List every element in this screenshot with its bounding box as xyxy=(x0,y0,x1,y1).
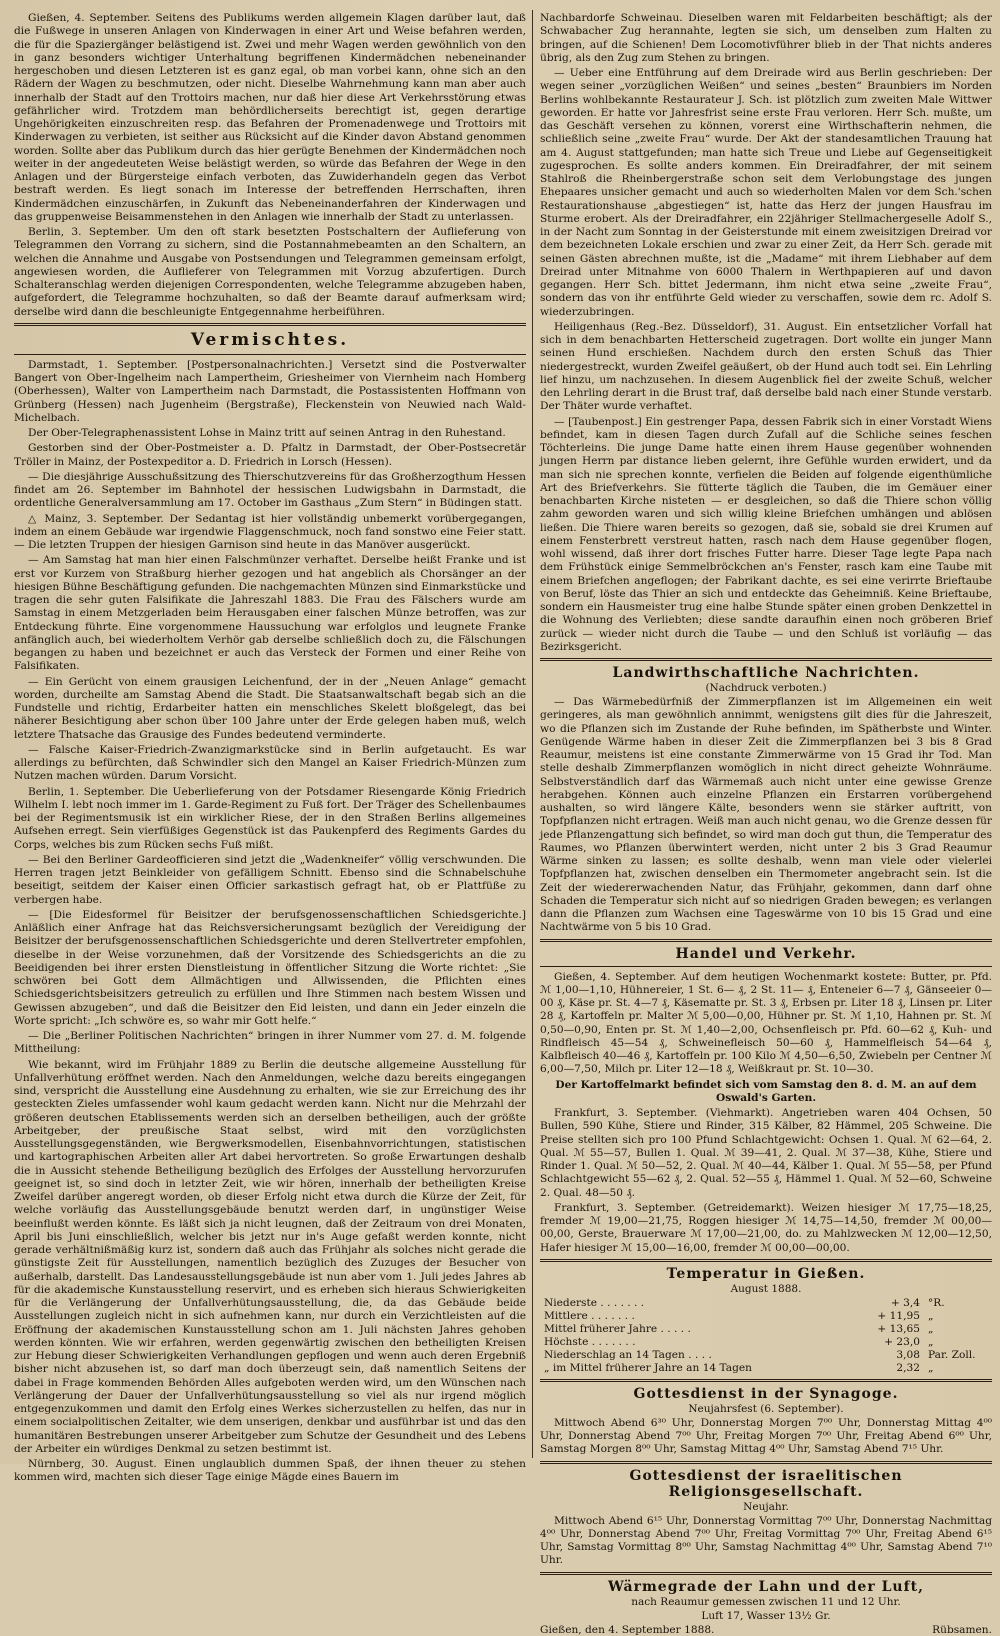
article-gestorben: Gestorben sind der Ober-Postmeister a. D. Pfaltz in Darmstadt, der Ober-Postsecretär Tröller in Mainz, der Postexpeditor a. D. Friedrich in Lorsch (Hessen). xyxy=(14,442,526,468)
article-lohse: Der Ober-Telegraphenassistent Lohse in Mainz tritt auf seinen Antrag in den Ruhestand. xyxy=(28,427,506,439)
article-viehmarkt: Frankfurt, 3. September. (Viehmarkt). Angetrieben waren 404 Ochsen, 50 Bullen, 590 Kühe, Stiere und Rinder, 315 Kälber, 82 Hämmel, 205 Schweine. Die Preise stellten sich pro 100 Pfund Schlachtgewicht: Ochsen 1. Qual. ℳ 62—64, 2. Qual. ℳ 55—57, Bullen 1. Qual. ℳ 39—41, 2. Qual. ℳ 37—38, Kühe, Stiere und Rinder 1. Qual. ℳ 50—52, 2. Qual. ℳ 40—44, Kälber 1. Qual. ℳ 55—58, per Pfund Schlachtgewicht 55—62 ₰, 2. Qual. 52—55 ₰, Hämmel 1. Qual. ℳ 52—60, Schweine 2. Qual. 48—50 ₰. xyxy=(540,1107,992,1199)
article-berlin-telegramme: Berlin, 3. September. Um den oft stark besetzten Postschaltern der Auflieferung von Telegrammen den Vorrang zu sichern, sind die Postannahmebeamten an den Schaltern, an welchen die Annahme und Ausgabe von Postsendungen und Telegrammen gemeinsam erfolgt, angewiesen worden, die Auflieferer von Telegrammen mit Vorzug abzufertigen. Durch Schalteranschlag werden diejenigen Correspondenten, welche Telegramme abzugeben haben, aufgefordert, die Telegramme hochzuhalten, so daß der Beamte darauf aufmerksam wird; derselbe wird dann die beschleunigte Entgegennahme herbeiführen. xyxy=(14,226,526,318)
article-unfallverhuetung: Wie bekannt, wird im Frühjahr 1889 zu Berlin die deutsche allgemeine Ausstellung für Unfallverhütung eröffnet werden. Nach den Anmeldungen, welche dazu bereits eingegangen sind, verspricht die Ausstellung eine Ausdehnung zu erhalten, wie sie zur Erreichung des ihr gesteckten Zieles umfassender wohl kaum gedacht werden kann. Nicht nur die Mehrzahl der größeren deutschen Etablissements werden sich an derselben betheiligen, auch der größte Arbeitgeber, der preußische Staat selbst, wird mit den vorzüglichsten Ausstellungsgegenständen, wie Bergwerksmodellen, Eisenbahnvorrichtungen, statistischen und kartographischen Arbeiten aller Art dabei hervortreten. So große Erwartungen deshalb die in Aussicht stehende Betheiligung bezüglich des Erfolges der Ausstellung hervorzurufen geeignet ist, so sind doch in letzter Zeit, wie wir hören, innerhalb der betheiligten Kreise Zweifel darüber angeregt worden, ob dieser Erfolg nicht etwa durch die Kürze der Zeit, für welche vorläufig das Ausstellungsgebäude benutzt werden darf, in ungünstiger Weise beeinflußt werden könnte. Es läßt sich ja nicht leugnen, daß der Zeitraum von drei Monaten, April bis Juni einschließlich, welcher bis jetzt nur in's Auge gefaßt werden konnte, nicht gerade verhältnißmäßig kurz ist, sondern daß auch das Frühjahr als solches nicht gerade die günstigste Zeit für Ausstellungen, namentlich bezüglich des Zuzuges der Besucher von außerhalb, darstellt. Das Landesausstellungsgebäude ist nun aber vom 1. Juli jedes Jahres ab für die akademische Kunstausstellung reservirt, und es erheben sich hieraus Schwierigkeiten für die Verlängerung der Unfallverhütungsausstellung, die, da das Gebäude beide Ausstellungen zugleich nicht in sich aufnehmen kann, nur durch ein Verzichtleisten auf die Eröffnung der akademischen Kunstausstellung schon am 1. Juli nächsten Jahres gehoben werden könnten. Wie wir erfahren, werden gegenwärtig zwischen den betheiligten Kreisen zur Hebung dieser Schwierigkeiten Verhandlungen gepflogen und wenn auch deren Ergebniß bisher nicht abzusehen ist, so darf man doch überzeugt sein, daß namentlich Seitens der dabei in Frage kommenden Behörden Alles aufgeboten werden wird, um den Wünschen nach Verlängerung der Dauer der Unfallverhütungsausstellung so viel als nur irgend möglich entgegenzukommen und damit den Erfolg eines Werkes sicherzustellen zu helfen, das nur in einem socialpolitischen Zeitalter, wie dem unserigen, denkbar und ausführbar ist und das den humanitären Bestrebungen unserer Arbeitgeber zum Schutze der Gesundheit und des Lebens der Arbeiter ein würdiges Denkmal zu setzen bestimmt ist. xyxy=(14,1058,526,1455)
temperature-row xyxy=(540,1349,992,1362)
temperature-unit: „ xyxy=(928,1335,934,1348)
divider xyxy=(540,939,992,942)
article-giessen-kinderwagen: Gießen, 4. September. Seitens des Publikums werden allgemein Klagen darüber laut, daß die Fußwege in unseren Anlagen von Kinderwagen in einer Art und Weise befahren werden, die für die Spaziergänger belästigend ist. Zwei und mehr Wagen werden gewöhnlich von den in ganz besonders wichtiger Unterhaltung begriffenen Kindermädchen nebeneinander hergeschoben und diesen Letzteren ist es ganz egal, ob man vorbei kann, ohne sich an den Rädern der Wagen zu beschmutzen, oder nicht. Dieselbe Wahrnehmung kann man aber auch innerhalb der Stadt auf den Trottoirs machen, nur daß hier diese Art Verkehrsstörung etwas gefährlicher wird. Trotzdem man behördlicherseits berechtigt ist, gegen derartige Ungehörigkeiten einzuschreiten resp. das Befahren der Promenadenwege und Trottoirs mit Kinderwagen zu verbieten, ist seither aus Rücksicht auf die Kinder davon Abstand genommen worden. Sollte aber das Publikum durch das hier gerügte Benehmen der Kindermädchen noch weiter in der angedeuteten Weise belästigt werden, so würde das Befahren der Wege in den Anlagen und der Bürgersteige einfach verboten, das Zuwiderhandeln gegen das Verbot bestraft werden. Es liegt sonach im Interesse der betreffenden Herrschaften, ihren Kindermädchen einzuschärfen, in Zukunft das Nebeneinanderfahren der Kinderwagen und das gruppenweise Beisammenstehen in den Anlagen wie innerhalb der Stadt zu unterlassen. xyxy=(14,12,526,223)
article-taubenpost: — [Taubenpost.] Ein gestrenger Papa, dessen Fabrik sich in einer Vorstadt Wiens befindet, kam in diesen Tagen durch Zufall auf die Schliche seines feschen Töchterleins. Die junge Dame hatte einen ihrem Hause gegenüber wohnenden jungen Herrn par distance lieben gelernt, ihre Gefühle wurden erwidert, und da man sich nie sprechen konnte, verfielen die Beiden auf folgende eigenthümliche Art des Briefverkehrs. Sie fütterte täglich die Tauben, die im Gemäuer einer benachbarten Kirche nisteten — er desgleichen, so daß die Thiere schon völlig zahm geworden waren und sich willig kleine Briefchen umhängen und ablösen ließen. Die Thiere waren bereits so gezogen, daß sie, sobald sie drei Krumen auf einem Fensterbrett verstreut hatten, rasch nach dem Hause gegenüber flogen, wohl wissend, daß ihrer dort frisches Futter harre. Dieser Tage legte Papa nach dem Frühstück einige Semmelbröckchen an's Fenster, rasch kam eine Taube mit einem Briefchen angeflogen; der Fabrikant dachte, es sei eine verirrte Brieftaube von Beruf, löste das Thier an sich und entdeckte das Geheimniß. Keine Brieftaube, sondern ein Hausmeister trug eine halbe Stunde später einen groben Denkzettel in die Wohnung des Verliebten; diese sandte daraufhin einen noch gröberen Brief zurück — wieder nicht durch die Taube — und den Schluß ist vorläufig — das Bezirksgericht. xyxy=(540,415,992,653)
temperature-unit: Par. Zoll. xyxy=(928,1348,976,1361)
left-column xyxy=(14,12,526,1484)
article-wochenmarkt: Gießen, 4. September. Auf dem heutigen Wochenmarkt kostete: Butter, pr. Pfd. ℳ 1,00—1,10, Hühnereier, 1 St. 6— ₰, 2 St. 11— ₰, Enteneier 6—7 ₰, Gänseeier 0—00 ₰, Käse pr. St. 4—7 ₰, Käsematte pr. St. 3 ₰, Erbsen pr. Liter 18 ₰, Linsen pr. Liter 28 ₰, Kartoffeln pr. Malter ℳ 5,00—0,00, Hühner pr. St. ℳ 1,10, Hahnen pr. St. ℳ 0,50—0,90, Enten pr. St. ℳ 1,40—2,00, Ochsenfleisch pr. Pfd. 60—62 ₰, Kuh- und Rindfleisch 45—54 ₰, Schweinefleisch 50—60 ₰, Hammelfleisch 54—64 ₰, Kalbfleisch 40—46 ₰, Kartoffeln pr. 100 Kilo ℳ 4,50—6,50, Zwiebeln per Centner ℳ 6,00—7,50, Milch pr. Liter 12—18 ₰, Weißkraut pr. St. 10—30. xyxy=(540,970,992,1076)
article-politische-nachrichten: — Die „Berliner Politischen Nachrichten“ bringen in ihrer Nummer vom 27. d. M. folgende Mittheilung: xyxy=(14,1030,526,1056)
divider xyxy=(14,323,526,326)
temperature-label: Mittlere . . . . . . . xyxy=(544,1309,635,1322)
temperature-row xyxy=(540,1297,992,1310)
temperature-label: „ im Mittel früherer Jahre an 14 Tagen xyxy=(544,1361,752,1374)
section-title-israelitisch: Gottesdienst der israelitischen Religionsgesellschaft. xyxy=(629,1467,903,1500)
temperature-unit: „ xyxy=(928,1309,934,1322)
article-leichenfund: — Ein Gerücht von einem grausigen Leichenfund, der in der „Neuen Anlage“ gemacht worden, durcheilte am Samstag Abend die Stadt. Die Staatsanwaltschaft begab sich an die Fundstelle und richtig, Erdarbeiter hatten ein menschliches Skelett bloßgelegt, das bei näherer Besichtigung aber schon über 100 Jahre unter der Erde gelegen haben muß, welch letztere Thatsache das Grausige des Fundes bedeutend verminderte. xyxy=(14,675,526,741)
temperature-value: + 11,95 xyxy=(877,1309,920,1322)
article-schweinau: Nachbardorfe Schweinau. Dieselben waren mit Feldarbeiten beschäftigt; als der Schwabacher Zug herannahte, legten sie sich, um denselben zum Halten zu bringen, auf die Schienen! Dem Locomotivführer blieb in der That nichts anderes übrig, als den Zug zum Stehen zu bringen. xyxy=(540,12,992,64)
landwirthschaft-subtitle: (Nachdruck verboten.) xyxy=(705,682,827,694)
article-darmstadt-post: Darmstadt, 1. September. [Postpersonalnachrichten.] Versetzt sind die Postverwalter Bangert von Ober-Ingelheim nach Lampertheim, Griesheimer von Viernheim nach Homberg (Oberhessen), Walter von Lampertheim nach Darmstadt, die Postassistenten Hoffmann von Grünberg (Hessen) nach Jugenheim (Bergstraße), Fleckenstein von Neuwied nach Wald-Michelbach. xyxy=(14,358,526,424)
temperature-row xyxy=(540,1336,992,1349)
temperature-unit: °R. xyxy=(928,1296,945,1309)
article-thierschutzverein: — Die diesjährige Ausschußsitzung des Thierschutzvereins für das Großherzogthum Hessen findet am 26. September im Bahnhotel der hessischen Ludwigsbahn in Darmstadt, die ordentliche Generalversammlung am 17. October im Gasthaus „Zum Stern“ in Büdingen statt. xyxy=(14,470,526,510)
section-title-temperatur: Temperatur in Gießen. xyxy=(666,1265,866,1282)
divider xyxy=(540,1379,992,1382)
right-column xyxy=(540,12,992,1636)
section-title-synagoge: Gottesdienst in der Synagoge. xyxy=(633,1385,899,1402)
section-title-landwirthschaft: Landwirthschaftliche Nachrichten. xyxy=(612,665,920,681)
temperature-value: 2,32 xyxy=(896,1361,920,1374)
temperature-row xyxy=(540,1323,992,1336)
divider xyxy=(540,1572,992,1575)
lahn-subtitle: nach Reaumur gemessen zwischen 11 und 12 Uhr. xyxy=(631,1595,901,1608)
temperature-value: + 13,65 xyxy=(877,1322,920,1335)
temperature-row xyxy=(540,1310,992,1323)
article-heiligenhaus: Heiligenhaus (Reg.-Bez. Düsseldorf), 31. August. Ein entsetzlicher Vorfall hat sich in dem benachbarten Hetterscheid zugetragen. Dort wollte ein junger Mann seinen Hund erschießen. Nachdem durch den ersten Schuß das Thier niedergestreckt, wurden Zweifel geäußert, ob der Hund auch todt sei. Ein Lehrling lief hinzu, um nachzusehen. In diesem Augenblick fiel der zweite Schuß, welcher den Lehrling derart in die Brust traf, daß derselbe bald nach einer Stunde verstarb. Der Thäter wurde verhaftet. xyxy=(540,320,992,413)
divider xyxy=(540,1259,992,1262)
temperature-value: + 3,4 xyxy=(890,1296,920,1309)
divider xyxy=(540,658,992,661)
israelitisch-times: Mittwoch Abend 6¹⁵ Uhr, Donnerstag Vormittag 7⁰⁰ Uhr, Donnerstag Nachmittag 4⁰⁰ Uhr, Donnerstag Abend 7⁰⁰ Uhr, Freitag Vormittag 7⁰⁰ Uhr, Freitag Abend 6¹⁵ Uhr, Samstag Vormittag 8⁰⁰ Uhr, Samstag Nachmittag 4⁰⁰ Uhr, Samstag Abend 7¹⁰ Uhr. xyxy=(540,1514,992,1567)
temperature-row xyxy=(540,1362,992,1375)
lahn-date: Gießen, den 4. September 1888. xyxy=(540,1623,715,1636)
article-nuernberg: Nürnberg, 30. August. Einen unglaublich dummen Spaß, der ihnen theuer zu stehen kommen wird, machten sich dieser Tage einige Mägde eines Bauern im xyxy=(14,1458,526,1484)
temperature-label: Niederschlag an 14 Tagen . . . . xyxy=(544,1348,712,1361)
temperature-label: Höchste . . . . . . . xyxy=(544,1335,636,1348)
section-title-lahn: Wärmegrade der Lahn und der Luft, xyxy=(608,1578,924,1595)
article-mainz-sedantag: △ Mainz, 3. September. Der Sedantag ist hier vollständig unbemerkt vorübergegangen, indem an einem Gebäude war irgendwie Flaggenschmuck, noch fand sonstwo eine Feier statt. — Die letzten Truppen der hiesigen Garnison sind heute in das Manöver ausgerückt. xyxy=(14,512,526,551)
article-eidesformel: — [Die Eidesformel für Beisitzer der berufsgenossenschaftlichen Schiedsgerichte.] Anläßlich einer Anfrage hat das Reichsversicherungsamt bezüglich der Vereidigung der Beisitzer der berufsgenossenschaftlichen Schiedsgerichte und deren Stellvertreter empfohlen, dieselbe in der Weise vorzunehmen, daß der Vorsitzende des Schiedsgerichts an die zu Beeidigenden bei ihrer ersten Dienstleistung in öffentlicher Sitzung die Worte richtet: „Sie schwören bei Gott dem Allmächtigen und Allwissenden, die Pflichten eines Schiedsgerichtsbeisitzers getreulich zu erfüllen und Ihre Stimmen nach bestem Wissen und Gewissen abzugeben“, und daß die Beisitzer den Eid leisten, und dann ein Jeder einzeln die Worte spricht: „Ich schwöre es, so wahr mir Gott helfe.“ xyxy=(14,908,526,1027)
article-gardeofficiere: — Bei den Berliner Gardeofficieren sind jetzt die „Wadenkneifer“ völlig verschwunden. Die Herren tragen jetzt Beinkleider von gefälligem Schnitt. Ebenso sind die Schnabelschuhe beseitigt, seitdem der Kaiser einen Officier sarkastisch gefragt hat, ob er Plattfüße zu verbergen habe. xyxy=(14,853,526,906)
column-divider xyxy=(532,10,533,1458)
temperature-unit: „ xyxy=(928,1361,934,1374)
article-waermebeduerfniss: — Das Wärmebedürfniß der Zimmerpflanzen ist im Allgemeinen ein weit geringeres, als man gewöhnlich annimmt, wenigstens gilt dies für die Jahreszeit, wo die Pflanzen sich im Zustande der Ruhe befinden, im Spätherbste und Winter. Genügende Wärme haben in dieser Zeit die Zimmerpflanzen bei 3 bis 8 Grad Reaumur, meistens ist eine constante Zimmerwärme von 15 Grad ihr Tod. Man stelle deshalb Zimmerpflanzen womöglich in nicht direct geheizte Wohnräume. Selbstverständlich darf das Wärmemaß auch nicht unter eine gewisse Grenze herabgehen. Können auch einzelne Pflanzen ein Erstarren vorübergehend aushalten, so wird längere Kälte, besonders wenn sie stärker auftritt, von Topfpflanzen nicht ertragen. Weiß man auch nicht genau, wo die Grenze dessen für jede Pflanzengattung sich befindet, so wird man doch gut thun, die Temperatur des Raumes, wo Pflanzen überwintert werden, nicht unter 2 bis 3 Grad Reaumur Wärme sinken zu lassen; es sollte deshalb, wenn man viele oder vielerlei Topfpflanzen hat, zwischen denselben ein Thermometer angebracht sein. Ist die Zeit der wiedererwachenden Natur, das Frühjahr, gekommen, dann darf ohne Schaden die Temperatur sich nicht auf so niedrigen Graden bewegen; es verlangen dann die Pflanzen zum Wachsen eine Tageswärme von 10 bis 15 Grad und eine Nachtwärme von 5 bis 10 Grad. xyxy=(540,696,992,934)
lahn-footer xyxy=(540,1624,992,1636)
divider xyxy=(14,354,526,355)
article-berlin-riesengarde: Berlin, 1. September. Die Ueberlieferung von der Potsdamer Riesengarde König Friedrich Wilhelm I. lebt noch immer im 1. Garde-Regiment zu Fuß fort. Der Träger des Schellenbaumes bei der Regimentsmusik ist ein wirklicher Riese, der in den Straßen Berlins allgemeines Aufsehen erregt. Sein vierfüßiges Gegenstück ist das Paukenpferd des Regiments Gardes du Corps, welches bis zum Rücken sechs Fuß mißt. xyxy=(14,785,526,851)
article-dreirad-entfuehrung: — Ueber eine Entführung auf dem Dreirade wird aus Berlin geschrieben: Der wegen seiner „vorzüglichen Weißen“ und seines „besten“ Braunbiers im Norden Berlins wohlbekannte Restaurateur J. Sch. ist plötzlich zum zweiten Male Wittwer geworden. Er hatte vor Jahresfrist seine erste Frau verloren. Herr Sch. mußte, um das Geschäft versehen zu können, vorerst eine Wirthschafterin nehmen, die schließlich seine „zweite Frau“ wurde. Der Akt der standesamtlichen Trauung hat am 4. August stattgefunden; man hatte sich Treue und Liebe auf Gegenseitigkeit zugesprochen. Es sollte anders kommen. Ein Dreiradfahrer, der mit seinem Stahlroß die Rheinbergerstraße schon seit dem Verlobungstage des jungen Ehepaares unsicher gemacht und auch so wiederholten Malen vor dem Sch.'schen Restaurationshause „abgestiegen“ ist, hatte das Herz der jungen Hausfrau im Sturme erobert. Als der Dreiradfahrer, ein 22jähriger Stellmachergeselle Adolf S., in der Nacht zum Sonntag in der Geisterstunde mit einem zweisitzigen Dreirad vor dem bezeichneten Lokale erschien und zwar zu einer Zeit, da Herr Sch. gerade mit seinen Gästen abrechnen mußte, ist die „Madame“ mit ihrem Liebhaber auf dem Dreirad unter Mitnahme von 6000 Thalern in Werthpapieren auf und davon gegangen. Herr Sch. bittet Jedermann, ihm nicht etwa seine „zweite Frau“, sondern das von ihr entführte Geld wieder zu verschaffen, sowie dem rc. Adolf S. wiederzubringen. xyxy=(540,67,992,318)
lahn-values: Luft 17, Wasser 13½ Gr. xyxy=(701,1609,831,1622)
synagoge-subtitle: Neujahrsfest (6. September). xyxy=(688,1402,844,1415)
temperature-label: Niederste . . . . . . . xyxy=(544,1296,645,1309)
article-falschmuenzer: — Am Samstag hat man hier einen Falschmünzer verhaftet. Derselbe heißt Franke und ist erst vor Kurzem von Straßburg hierher gezogen und hat angeblich als Chorsänger an der hiesigen Bühne Beschäftigung gefunden. Die nachgemachten Münzen sind Einmarkstücke und tragen die sehr guten Falsifikate die Jahreszahl 1883. Die Frau des Fälschers wurde am Samstag in einem Metzgerladen beim Herausgaben einer falschen Münze betroffen, was zur Entdeckung führte. Eine vorgenommene Haussuchung war erfolglos und leugnete Franke anfänglich auch, bei wiederholtem Verhör gab derselbe schließlich doch zu, die Fälschungen begangen zu haben und bezeichnet er auch das Versteck der Formen und einer Reihe von Falsifikaten. xyxy=(14,554,526,673)
article-kaiser-friedrich-muenzen: — Falsche Kaiser-Friedrich-Zwanzigmarkstücke sind in Berlin aufgetaucht. Es war allerdings zu befürchten, daß Schwindler sich den Mangel an Kaiser Friedrich-Münzen zum Nutzen machen würden. Darum Vorsicht. xyxy=(14,743,526,783)
temperatur-subtitle: August 1888. xyxy=(730,1282,802,1295)
article-kartoffelmarkt: Der Kartoffelmarkt befindet sich vom Samstag den 8. d. M. an auf dem Oswald's Garten. xyxy=(555,1078,977,1104)
temperature-value: + 23,0 xyxy=(884,1335,920,1348)
temperature-label: Mittel früherer Jahre . . . . . xyxy=(544,1322,691,1335)
section-title-handel: Handel und Verkehr. xyxy=(675,945,857,962)
temperature-table xyxy=(540,1297,992,1375)
section-title-vermischtes: Vermischtes. xyxy=(190,329,350,350)
divider xyxy=(540,1461,992,1464)
synagoge-times: Mittwoch Abend 6³⁰ Uhr, Donnerstag Morgen 7⁰⁰ Uhr, Donnerstag Mittag 4⁰⁰ Uhr, Donnerstag Abend 7⁰⁰ Uhr, Freitag Morgen 7⁰⁰ Uhr, Freitag Abend 6⁰⁰ Uhr, Samstag Morgen 8⁰⁰ Uhr, Samstag Mittag 4⁰⁰ Uhr, Samstag Abend 7¹⁵ Uhr. xyxy=(540,1416,992,1456)
temperature-unit: „ xyxy=(928,1322,934,1335)
israelitisch-subtitle: Neujahr. xyxy=(743,1500,789,1513)
temperature-value: 3,08 xyxy=(896,1348,920,1361)
divider xyxy=(540,966,992,967)
lahn-signature: Rübsamen. xyxy=(932,1623,992,1636)
article-getreidemarkt: Frankfurt, 3. September. (Getreidemarkt). Weizen hiesiger ℳ 17,75—18,25, fremder ℳ 19,00—21,75, Roggen hiesiger ℳ 14,75—14,50, fremder ℳ 00,00—00,00, Gerste, Brauerware ℳ 17,00—21,00, do. zu Mahlzwecken ℳ 12,00—12,50, Hafer hiesiger ℳ 15,00—16,00, fremder ℳ 00,00—00,00. xyxy=(540,1201,992,1254)
